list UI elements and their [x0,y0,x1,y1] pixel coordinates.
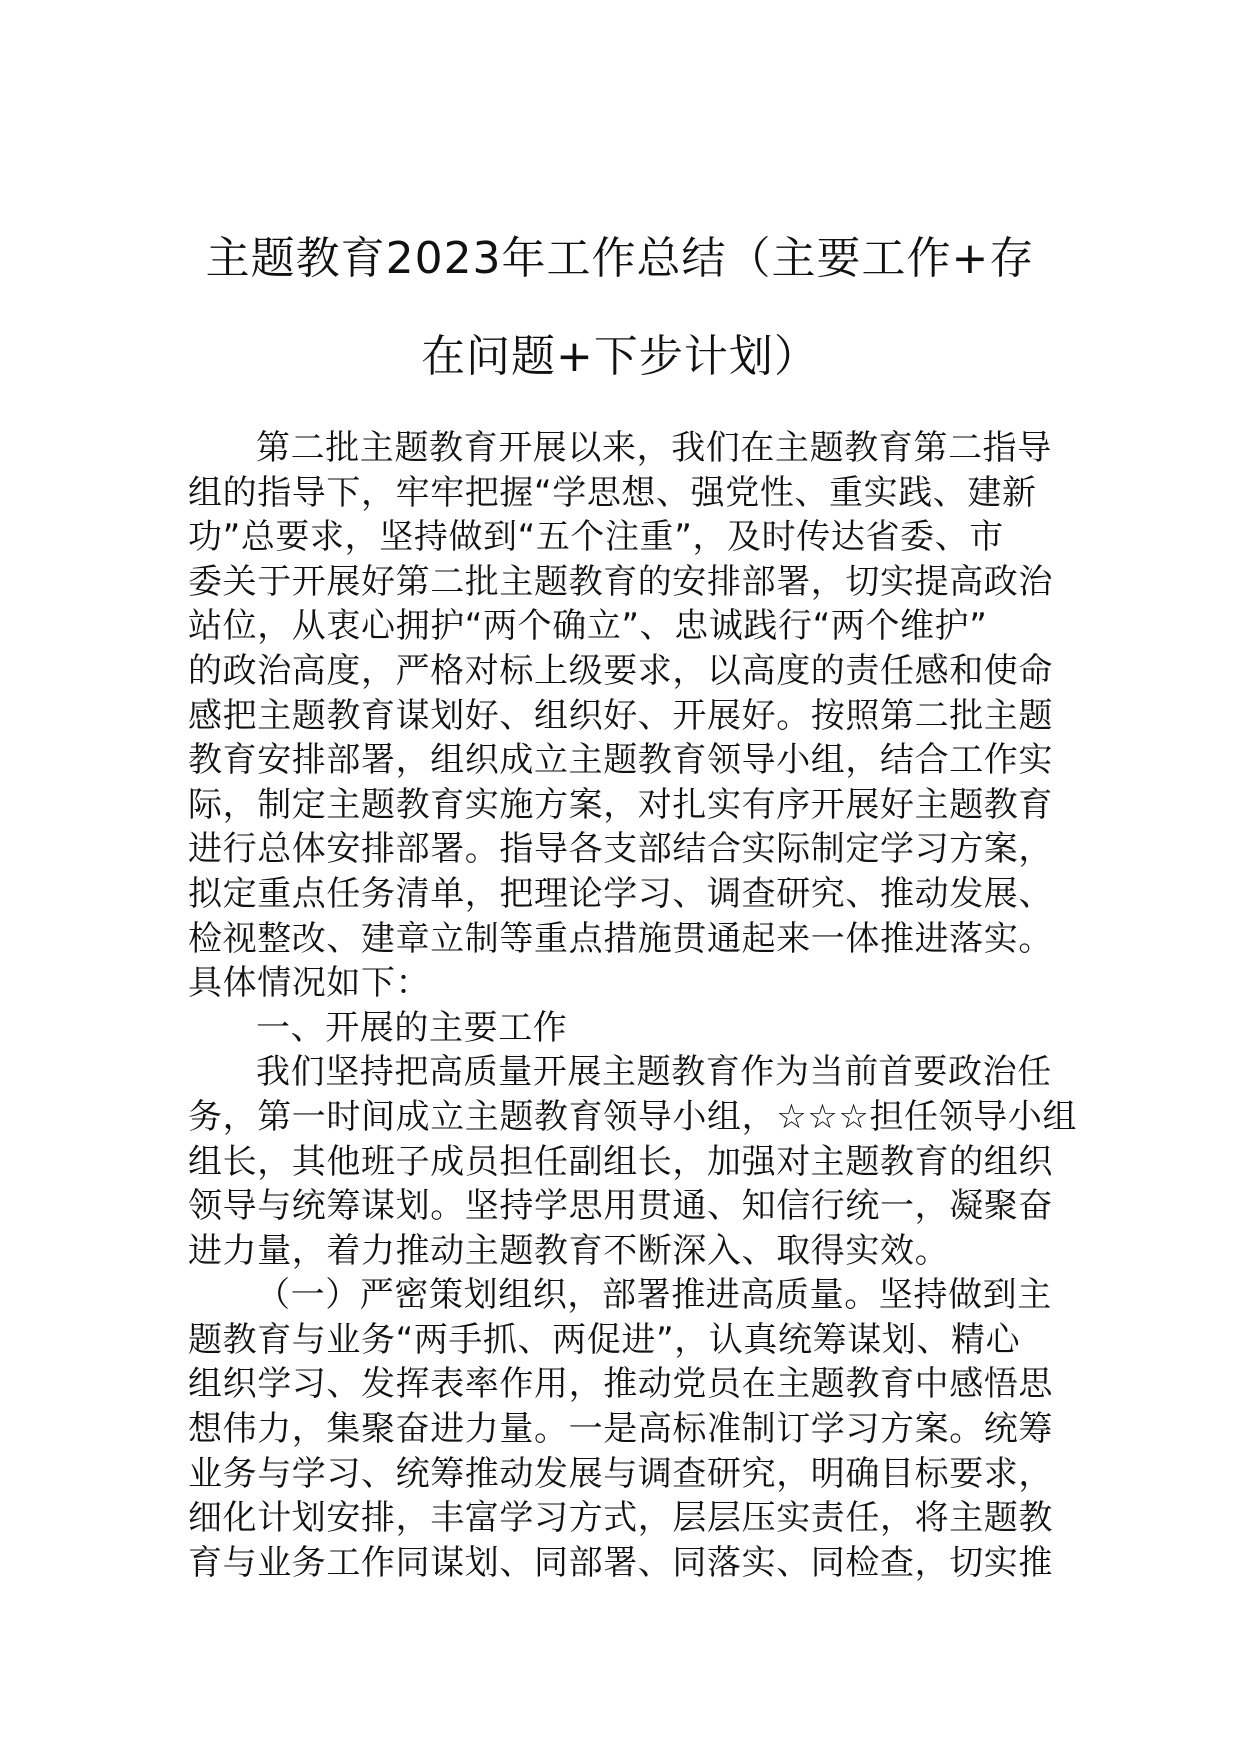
text-line: 拟定重点任务清单，把理论学习、调查研究、推动发展、 [188,873,1053,914]
paragraph-intro [188,426,1056,1006]
text-line: 具体情况如下： [188,963,431,1004]
text-line: 育与业务工作同谋划、同部署、同落实、同检查，切实推 [188,1542,1053,1583]
title-line-2: 在问题+下步计划） [421,331,819,382]
text-line: （一）严密策划组织，部署推进高质量。坚持做到主 [256,1275,1052,1316]
text-line: 领导与统筹谋划。坚持学思用贯通、知信行统一，凝聚奋 [188,1186,1053,1227]
text-line: 组织学习、发挥表率作用，推动党员在主题教育中感悟思 [188,1364,1053,1405]
text-line: 站位，从衷心拥护“两个确立”、忠诚践行“两个维护” [188,606,988,647]
text-line: 际，制定主题教育实施方案，对扎实有序开展好主题教育 [188,784,1053,825]
section-heading [188,1006,1056,1051]
text-line: 功”总要求，坚持做到“五个注重”，及时传达省委、市 [188,517,1004,558]
paragraph-main-work [188,1050,1078,1273]
text-line: 务，第一时间成立主题教育领导小组，☆☆☆担任领导小组 [188,1096,1078,1137]
text-line: 细化计划安排，丰富学习方式，层层压实责任，将主题教 [188,1498,1053,1539]
document-title [180,210,1060,406]
text-line: 组长，其他班子成员担任副组长，加强对主题教育的组织 [188,1141,1053,1182]
text-line: 题教育与业务“两手抓、两促进”，认真统筹谋划、精心 [188,1319,1021,1360]
text-line: 的政治高度，严格对标上级要求，以高度的责任感和使命 [188,650,1053,691]
text-line: 第二批主题教育开展以来，我们在主题教育第二指导 [256,428,1052,468]
text-line: 进力量，着力推动主题教育不断深入、取得实效。 [188,1230,950,1271]
text-line: 我们坚持把高质量开展主题教育作为当前首要政治任 [256,1052,1052,1093]
text-line: 检视整改、建章立制等重点措施贯通起来一体推进落实。 [188,918,1053,959]
text-line: 委关于开展好第二批主题教育的安排部署，切实提高政治 [188,561,1053,602]
heading-text: 一、开展的主要工作 [256,1007,568,1048]
text-line: 业务与学习、统筹推动发展与调查研究，明确目标要求， [188,1453,1053,1494]
paragraph-subsection-1 [188,1273,1056,1585]
text-line: 进行总体安排部署。指导各支部结合实际制定学习方案， [188,829,1053,870]
title-line-1: 主题教育2023年工作总结（主要工作+存 [205,233,1035,284]
text-line: 组的指导下，牢牢把握“学思想、强党性、重实践、建新 [188,472,1037,513]
document-body [188,426,1078,1585]
text-line: 感把主题教育谋划好、组织好、开展好。按照第二批主题 [188,695,1053,736]
text-line: 教育安排部署，组织成立主题教育领导小组，结合工作实 [188,740,1053,781]
text-line: 想伟力，集聚奋进力量。一是高标准制订学习方案。统筹 [188,1409,1053,1450]
